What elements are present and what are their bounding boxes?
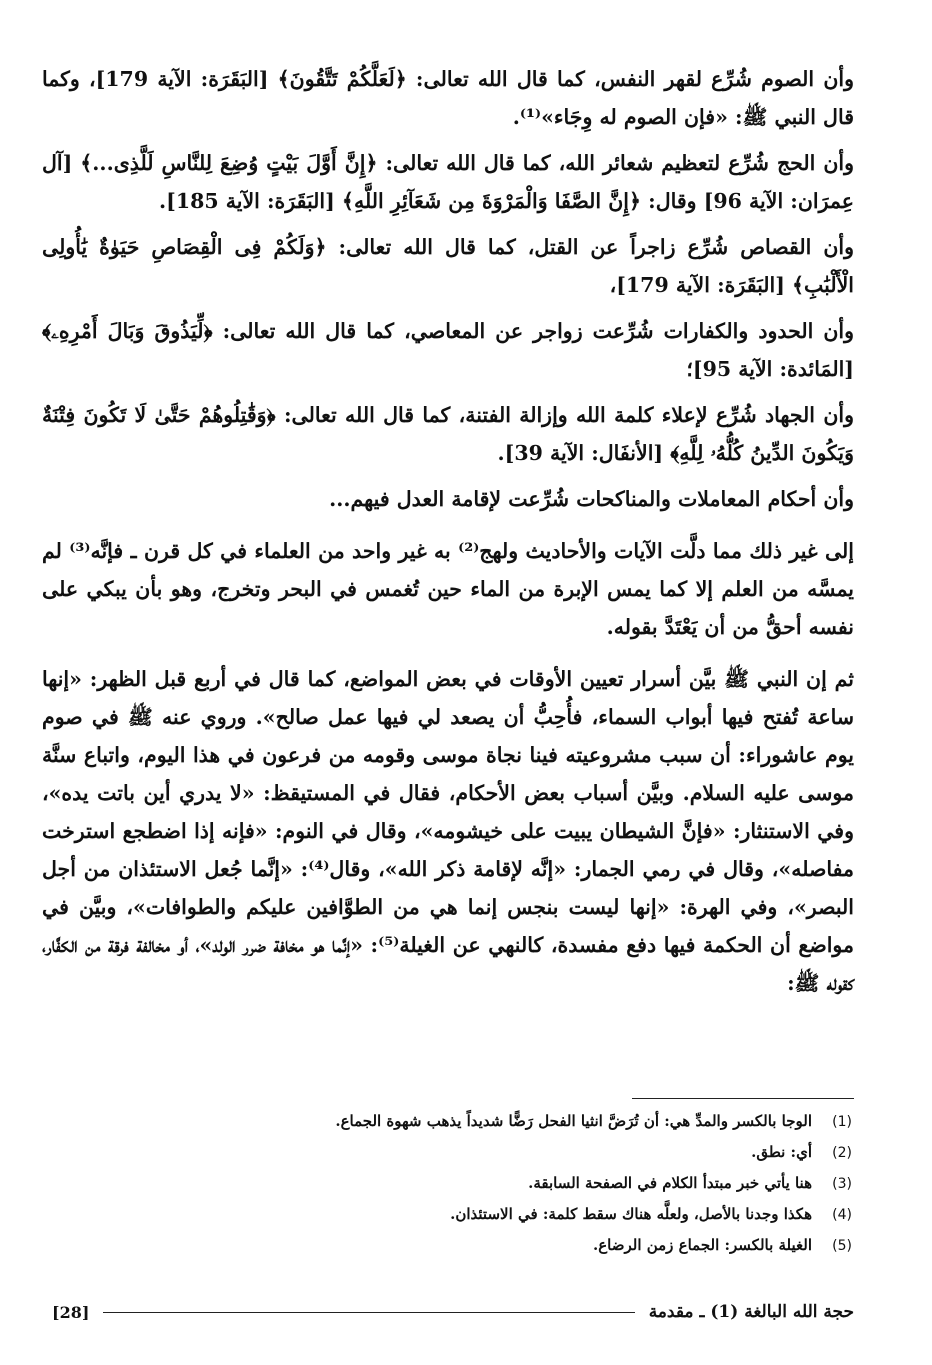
paragraph-prophet-times: ثم إن النبي ﷺ بيَّن أسرار تعيين الأوقات في بعض المواضع، كما قال في أربع قبل الظهر: «إنها ساعة تُفتح فيها أبواب السماء، فأُحِبُّ أن يصعد لي فيها عمل صالح». وروي عنه ﷺ في صوم يوم عاشوراء: أن سبب مشروعيته فينا نجاة موسى وقومه من فرعون في هذا اليوم، واتباع سنَّة موسى عليه السلام. وبيَّن أسباب بعض الأحكام، فقال في المستيقظ: «لا يدري أين باتت يده»، وفي الاستنثار: «فإنَّ الشيطان يبيت على خيشومه»، وقال في النوم: «فإنه إذا اضطجع استرخت مفاصله»، وقال في رمي الجمار: «إنَّه لإقامة ذكر الله»، وقال⁽⁴⁾: «إنَّما جُعل الاستئذان من أجل البصر»، وفي الهرة: «إنها ليست بنجس إنما هي من الطوَّافين عليكم والطوافات»، وبيَّن في مواضع أن الحكمة فيها دفع مفسدة، كالنهي عن الغيلة⁽⁵⁾: «إنَّما هو مخافة ضرر الولد»، أو مخالفة فرقة من الكفَّار، كقوله ﷺ: [42, 667, 854, 995]
footnote-text: أي: نطق. [751, 1143, 812, 1161]
book-title: حجة الله البالغة (1) ـ مقدمة [648, 1302, 854, 1322]
footnote-number: (5) [832, 1238, 852, 1254]
footnote-item [80, 1234, 852, 1257]
paragraph-hudud: وأن الحدود والكفارات شُرِّعت زواجر عن المعاصي، كما قال الله تعالى: ﴿لِّيَذُوقَ وَبَالَ أَمْرِهِۦ﴾ [المَائدة: الآية 95]؛ [42, 319, 854, 381]
footnote-number: (3) [832, 1176, 852, 1192]
paragraph-qisas: وأن القصاص شُرِّع زاجراً عن القتل، كما قال الله تعالى: ﴿وَلَكُمْ فِى الْقِصَاصِ حَيَوٰةٌ يَٰأُولِى الْأَلْبَٰبِ﴾ [البَقَرَة: الآية 179]، [42, 235, 854, 297]
footnote-number: (1) [832, 1114, 852, 1130]
page-footer [52, 1300, 854, 1324]
footnotes [80, 1110, 852, 1265]
footnote-item [80, 1141, 852, 1164]
footnote-item [80, 1203, 852, 1226]
footnote-text: الوجا بالكسر والمدِّ هي: أن تُرَضَّ انثيا الفحل رَضًّا شديداً يذهب شهوة الجماع. [335, 1112, 812, 1130]
footnote-divider [632, 1098, 854, 1099]
page-number: [28] [52, 1302, 90, 1322]
paragraph-jihad: وأن الجهاد شُرِّع لإعلاء كلمة الله وإزالة الفتنة، كما قال الله تعالى: ﴿وَقَٰتِلُوهُمْ حَتَّىٰ لَا تَكُونَ فِتْنَةٌ وَيَكُونَ الدِّينُ كُلُّهُۥ لِلَّهِ﴾ [الأنفَال: الآية 39]. [42, 403, 854, 465]
footnote-text: الغيلة بالكسر: الجماع زمن الرضاع. [593, 1236, 812, 1254]
paragraph-hajj: وأن الحج شُرِّع لتعظيم شعائر الله، كما قال الله تعالى: ﴿إِنَّ أَوَّلَ بَيْتٍ وُضِعَ لِلنَّاسِ لَلَّذِى...﴾ [آل عِمرَان: الآية 96] وقال: ﴿إِنَّ الصَّفَا وَالْمَرْوَةَ مِن شَعَآئِرِ اللَّهِ﴾ [البَقَرَة: الآية 185]. [42, 151, 854, 213]
paragraph-scholars: إلى غير ذلك مما دلَّت الآيات والأحاديث ولهج⁽²⁾ به غير واحد من العلماء في كل قرن ـ فإنَّه⁽³⁾ لم يمسَّه من العلم إلا كما يمس الإبرة من الماء حين تُغمس في البحر وتخرج، وهو بأن يبكي على نفسه أحقُّ من أن يَعْتَدَّ بقوله. [42, 539, 854, 639]
footer-rule [103, 1312, 634, 1313]
footnote-item [80, 1172, 852, 1195]
page-body [42, 60, 854, 1010]
footnote-number: (2) [832, 1145, 852, 1161]
footnote-text: هنا يأتي خبر مبتدأ الكلام في الصفحة السابقة. [528, 1174, 812, 1192]
paragraph-fasting: وأن الصوم شُرِّع لقهر النفس، كما قال الله تعالى: ﴿لَعَلَّكُمْ تَتَّقُونَ﴾ [البَقَرَة: الآية 179]، وكما قال النبي ﷺ: «فإن الصوم له وِجَاء»⁽¹⁾. [42, 67, 854, 129]
footnote-text: هكذا وجدنا بالأصل، ولعلَّه هناك سقط كلمة: في الاستئذان. [450, 1205, 812, 1223]
footnote-item [80, 1110, 852, 1133]
paragraph-transactions: وأن أحكام المعاملات والمناكحات شُرِّعت لإقامة العدل فيهم... [329, 487, 854, 511]
footnote-number: (4) [832, 1207, 852, 1223]
